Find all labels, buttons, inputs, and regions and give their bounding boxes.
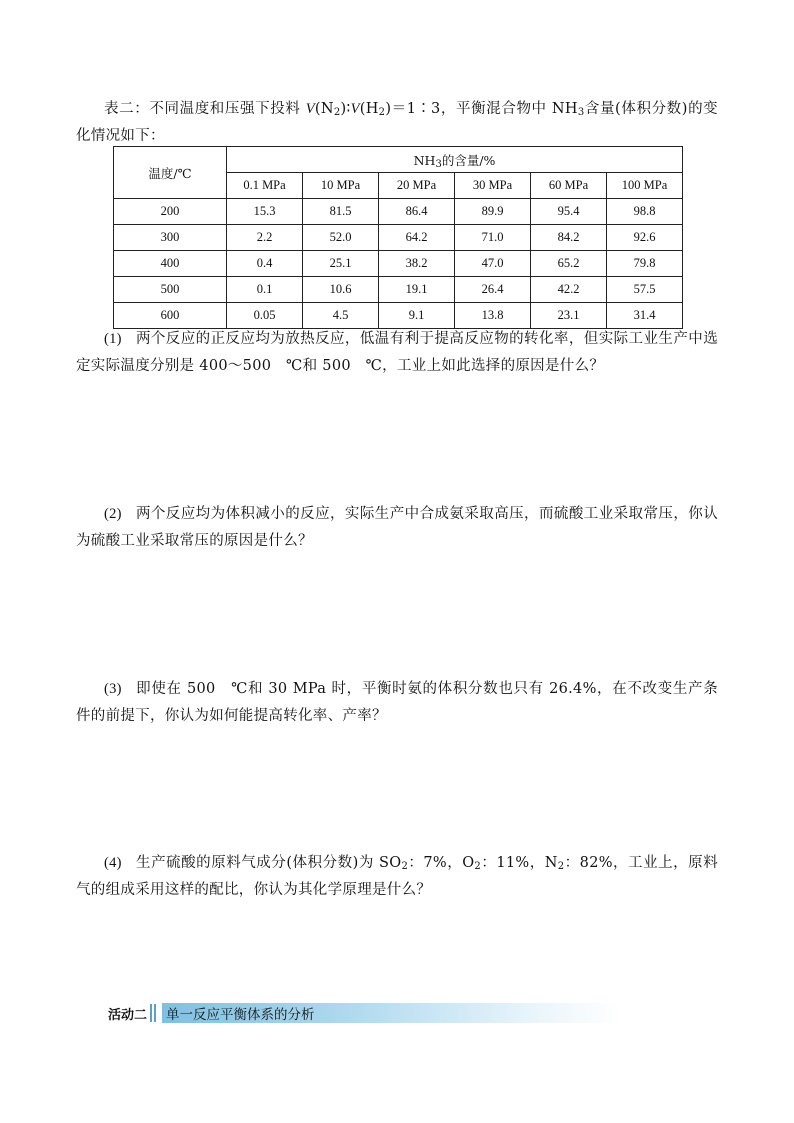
table-intro: [76, 96, 718, 150]
table-row: [114, 199, 683, 225]
question-2: [76, 501, 718, 555]
value-cell: 13.8: [455, 303, 531, 329]
pressure-header-cell: 60 MPa: [531, 173, 607, 199]
pressure-header-cell: 10 MPa: [303, 173, 379, 199]
value-cell: 4.5: [303, 303, 379, 329]
nh3-label: NH: [413, 152, 436, 168]
question-1: [76, 326, 718, 380]
value-cell: 9.1: [379, 303, 455, 329]
nh3-content-header: [227, 147, 683, 173]
pressure-header-cell: 0.1 MPa: [227, 173, 303, 199]
o2-subscript: 2: [474, 861, 482, 872]
table-body: [114, 199, 683, 329]
value-cell: 64.2: [379, 225, 455, 251]
activity-two-header: [108, 1003, 621, 1023]
pressure-header-cell: 30 MPa: [455, 173, 531, 199]
so2-subscript: 2: [401, 861, 409, 872]
value-cell: 47.0: [455, 251, 531, 277]
table-row: [114, 225, 683, 251]
ratio-text: )＝1∶3，平衡混合物中 NH: [385, 101, 578, 117]
value-cell: 98.8: [607, 199, 683, 225]
h2-subscript: 2: [378, 107, 386, 118]
pressure-header-cell: 20 MPa: [379, 173, 455, 199]
temperature-cell: 500: [114, 277, 227, 303]
value-cell: 38.2: [379, 251, 455, 277]
value-cell: 79.8: [607, 251, 683, 277]
temperature-header: 温度/℃: [114, 147, 227, 199]
question-number: (1): [104, 331, 122, 347]
intro-text: 表二：不同温度和压强下投料: [104, 101, 306, 117]
question-number: (4): [104, 855, 122, 871]
nh3-subscript: 3: [435, 158, 442, 170]
value-cell: 10.6: [303, 277, 379, 303]
value-cell: 19.1: [379, 277, 455, 303]
value-cell: 71.0: [455, 225, 531, 251]
question-text: ：11%，N: [481, 855, 558, 871]
value-cell: 26.4: [455, 277, 531, 303]
value-cell: 23.1: [531, 303, 607, 329]
value-cell: 31.4: [607, 303, 683, 329]
value-cell: 81.5: [303, 199, 379, 225]
temperature-cell: 400: [114, 251, 227, 277]
n2-subscript: 2: [333, 107, 341, 118]
value-cell: 84.2: [531, 225, 607, 251]
value-cell: 0.4: [227, 251, 303, 277]
value-cell: 15.3: [227, 199, 303, 225]
question-text: ：7%，O: [408, 855, 475, 871]
question-number: (2): [104, 506, 122, 522]
value-cell: 95.4: [531, 199, 607, 225]
value-cell: 89.9: [455, 199, 531, 225]
question-text: 两个反应均为体积减小的反应，实际生产中合成氨采取高压，而硫酸工业采取常压，你认为硫酸工业采取常压的原因是什么？: [76, 506, 718, 549]
pressure-header-cell: 100 MPa: [607, 173, 683, 199]
value-cell: 57.5: [607, 277, 683, 303]
activity-title: 单一反应平衡体系的分析: [162, 1003, 621, 1023]
question-text: 生产硫酸的原料气成分(体积分数)为 SO: [135, 855, 402, 871]
value-cell: 25.1: [303, 251, 379, 277]
intro-tail: 含量(体积分数)的变化情况如下：: [76, 101, 718, 144]
value-cell: 52.0: [303, 225, 379, 251]
value-cell: 0.1: [227, 277, 303, 303]
question-text: ：82%，工业上，原料气的组成采用这样的配比，你认为其化学原理是什么？: [76, 855, 719, 898]
n2-subscript: 2: [557, 861, 565, 872]
volume-symbol: V: [305, 101, 315, 117]
question-number: (3): [104, 681, 122, 697]
value-cell: 42.2: [531, 277, 607, 303]
divider-bars-icon: [150, 1004, 158, 1022]
ratio-separator: )∶: [340, 101, 351, 117]
nh3-subscript: 3: [577, 107, 585, 118]
question-3: [76, 676, 718, 730]
question-4: [76, 850, 718, 904]
volume-symbol: V: [350, 101, 360, 117]
value-cell: 0.05: [227, 303, 303, 329]
n2-formula: (N: [314, 101, 334, 117]
activity-label: 活动二: [108, 1007, 148, 1023]
temperature-cell: 200: [114, 199, 227, 225]
table-row: [114, 251, 683, 277]
h2-formula: (H: [359, 101, 379, 117]
table-row: [114, 303, 683, 329]
value-cell: 65.2: [531, 251, 607, 277]
value-cell: 86.4: [379, 199, 455, 225]
question-text: 两个反应的正反应均为放热反应，低温有利于提高反应物的转化率，但实际工业生产中选定实际温度分别是 400～500 ℃和 500 ℃，工业上如此选择的原因是什么？: [76, 331, 718, 374]
table-row: [114, 277, 683, 303]
temperature-cell: 600: [114, 303, 227, 329]
question-text: 即使在 500 ℃和 30 MPa 时，平衡时氨的体积分数也只有 26.4%，在不改变生产条件的前提下，你认为如何能提高转化率、产率？: [76, 681, 718, 724]
temperature-cell: 300: [114, 225, 227, 251]
value-cell: 92.6: [607, 225, 683, 251]
value-cell: 2.2: [227, 225, 303, 251]
content-unit-label: 的含量/%: [441, 152, 496, 168]
ammonia-content-table: [113, 146, 683, 329]
